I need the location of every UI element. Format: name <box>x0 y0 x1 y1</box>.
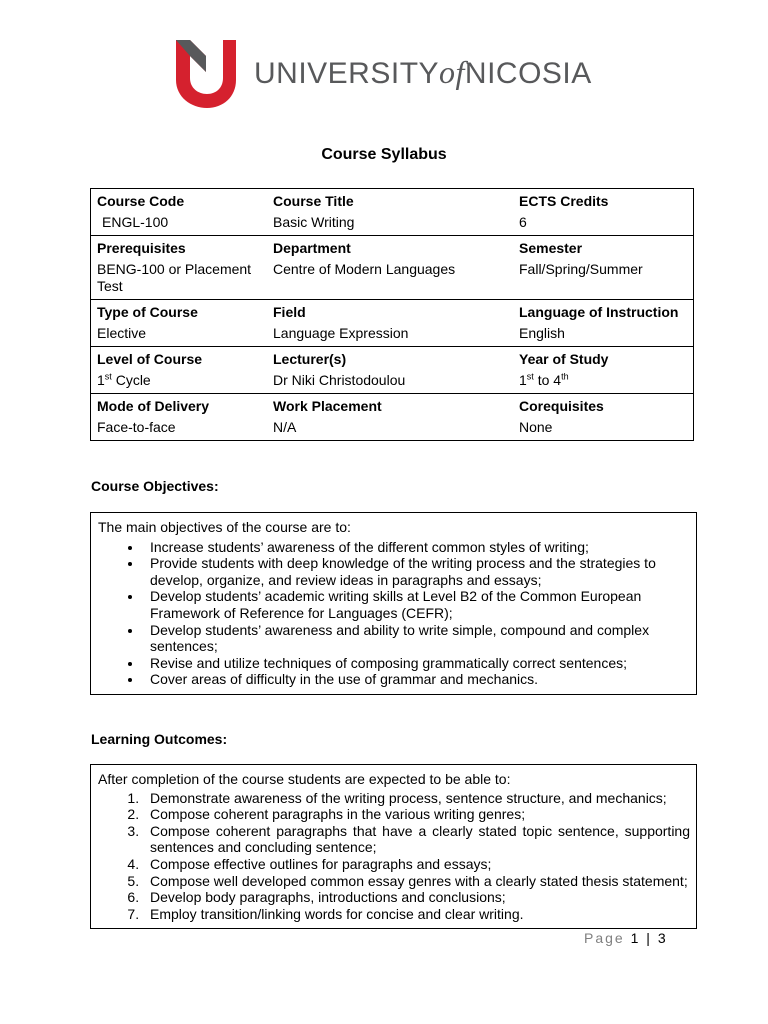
year-from: 1 <box>519 372 527 388</box>
level-text: Cycle <box>115 372 151 388</box>
value-ects: 6 <box>519 214 527 230</box>
table-value-row <box>91 257 694 300</box>
value-year-of-study <box>513 368 694 394</box>
value-semester: Fall/Spring/Summer <box>519 261 643 277</box>
table-value-row <box>91 415 694 441</box>
page-number <box>584 930 668 946</box>
year-to-word: to <box>537 372 550 388</box>
value-department: Centre of Modern Languages <box>273 261 456 277</box>
label-mode: Mode of Delivery <box>91 394 268 416</box>
list-item: 1. Demonstrate awareness of the writing process, sentence structure, and mechanics; <box>143 790 690 807</box>
page-separator: | <box>646 930 652 946</box>
table-header-row <box>91 300 694 322</box>
label-department: Department <box>267 236 513 258</box>
year-to-suffix: th <box>561 371 569 382</box>
list-item: • Revise and utilize techniques of composing grammatically correct sentences; <box>143 655 690 672</box>
objectives-heading: Course Objectives: <box>91 478 219 494</box>
label-lecturer: Lecturer(s) <box>267 347 513 369</box>
current-page: 1 <box>630 930 641 946</box>
table-header-row <box>91 189 694 211</box>
label-type-of-course: Type of Course <box>91 300 268 322</box>
outcomes-intro: After completion of the course students are expected to be able to: <box>98 771 511 787</box>
table-value-row <box>91 210 694 236</box>
value-corequisites: None <box>519 419 553 435</box>
list-item: 6. Develop body paragraphs, introductions and conclusions; <box>143 889 690 906</box>
label-work-placement: Work Placement <box>267 394 513 416</box>
list-item: • Provide students with deep knowledge of the writing process and the strategies to develop, organize, and review ideas in paragraphs and essays; <box>143 555 690 588</box>
label-course-title: Course Title <box>273 193 354 209</box>
list-item: • Cover areas of difficulty in the use of grammar and mechanics. <box>143 671 690 688</box>
list-item: • Increase students’ awareness of the different common styles of writing; <box>143 539 690 556</box>
logo-text-main: UNIVERSITY <box>254 57 440 90</box>
outcomes-heading: Learning Outcomes: <box>91 731 228 747</box>
value-level <box>91 368 268 394</box>
list-item: 5. Compose well developed common essay genres with a clearly stated thesis statement; <box>143 873 690 890</box>
value-language: English <box>519 325 565 341</box>
value-work-placement: N/A <box>273 419 297 435</box>
table-header-row <box>91 394 694 416</box>
page-word: Page <box>584 930 625 946</box>
value-course-code: ENGL-100 <box>102 214 169 230</box>
outcomes-box <box>90 764 697 929</box>
value-prerequisites: BENG-100 or Placement Test <box>97 261 252 294</box>
university-logo <box>176 40 596 110</box>
shield-logo-icon <box>176 40 238 110</box>
course-info-table <box>90 188 694 441</box>
table-value-row <box>91 321 694 347</box>
list-item: 2. Compose coherent paragraphs in the various writing genres; <box>143 806 690 823</box>
value-type-of-course: Elective <box>97 325 147 341</box>
label-course-code: Course Code <box>97 193 185 209</box>
label-corequisites: Corequisites <box>513 394 694 416</box>
logo-text-end: NICOSIA <box>464 57 592 90</box>
label-year-of-study: Year of Study <box>513 347 694 369</box>
table-value-row <box>91 368 694 394</box>
total-pages: 3 <box>657 930 668 946</box>
label-prerequisites: Prerequisites <box>91 236 268 258</box>
objectives-box <box>90 512 697 695</box>
label-semester: Semester <box>513 236 694 258</box>
label-field: Field <box>267 300 513 322</box>
outcomes-list <box>98 790 690 923</box>
table-header-row <box>91 236 694 258</box>
level-number: 1 <box>97 372 105 388</box>
label-ects: ECTS Credits <box>519 193 609 209</box>
value-course-title: Basic Writing <box>273 214 355 230</box>
table-header-row <box>91 347 694 369</box>
year-from-suffix: st <box>526 371 534 382</box>
list-item: 3. Compose coherent paragraphs that have a clearly stated topic sentence, supporting sentences and concluding sentence; <box>143 823 690 856</box>
value-mode: Face-to-face <box>97 419 176 435</box>
list-item: 7. Employ transition/linking words for concise and clear writing. <box>143 906 690 923</box>
logo-text-of: of <box>439 54 465 90</box>
objectives-intro: The main objectives of the course are to: <box>98 519 351 535</box>
list-item: • Develop students’ awareness and ability to write simple, compound and complex sentences; <box>143 622 690 655</box>
year-to: 4 <box>553 372 562 388</box>
objectives-list <box>98 539 690 688</box>
list-item: • Develop students’ academic writing skills at Level B2 of the Common European Framework of Reference for Languages (CEFR); <box>143 588 690 621</box>
list-item: 4. Compose effective outlines for paragraphs and essays; <box>143 856 690 873</box>
label-level: Level of Course <box>91 347 268 369</box>
page-title: Course Syllabus <box>321 146 447 163</box>
value-lecturer: Dr Niki Christodoulou <box>273 372 406 388</box>
level-suffix: st <box>104 371 112 382</box>
logo-wordmark <box>254 54 592 91</box>
value-field: Language Expression <box>273 325 409 341</box>
label-language: Language of Instruction <box>513 300 694 322</box>
